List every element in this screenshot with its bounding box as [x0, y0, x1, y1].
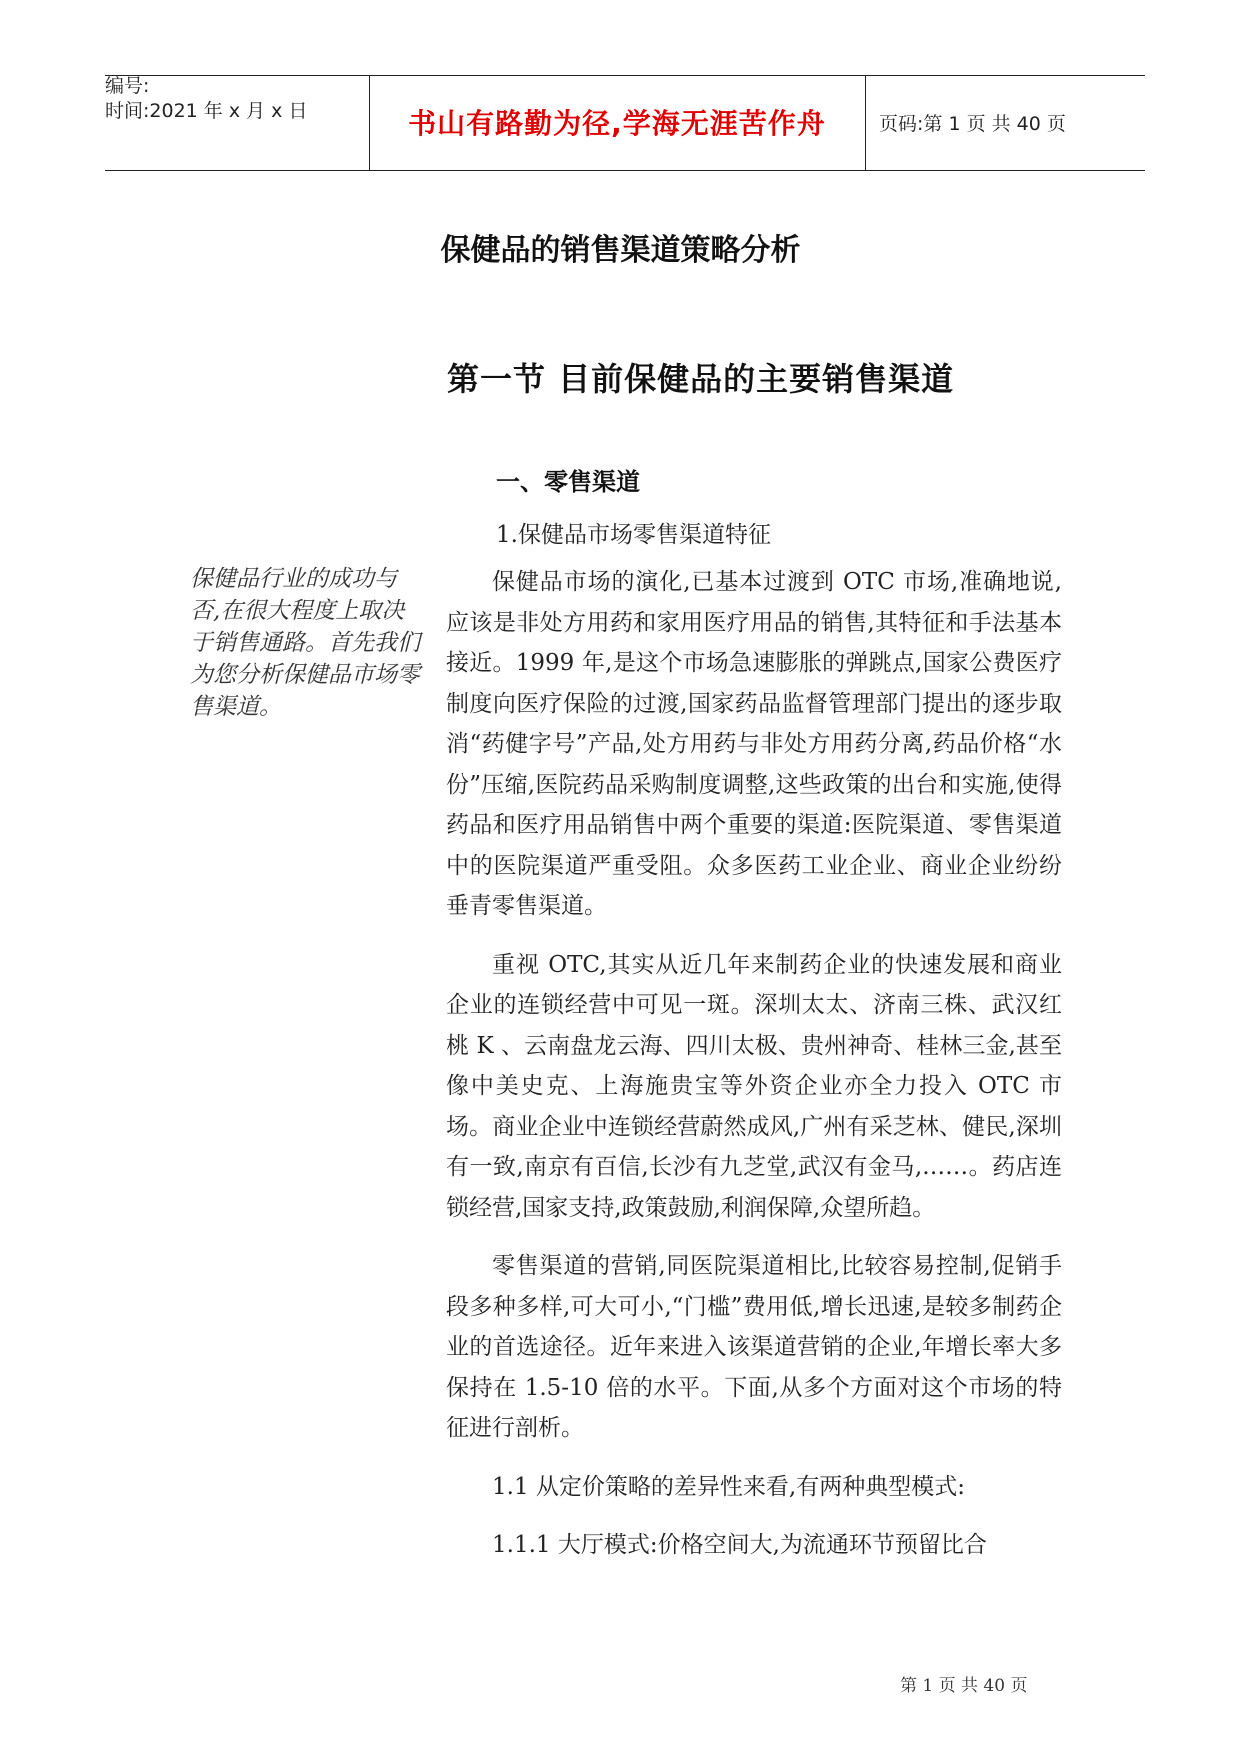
paragraph: 零售渠道的营销,同医院渠道相比,比较容易控制,促销手段多种多样,可大可小,“门槛”费用低,增长迅速,是较多制药企业的首选途径。近年来进入该渠道营销的企业,年增长率大多保持在 1.5-10 倍的水平。下面,从多个方面对这个市场的特征进行剖析。 — [446, 1253, 1062, 1441]
document-title: 保健品的销售渠道策略分析 — [440, 233, 801, 268]
header-table — [105, 75, 1145, 171]
subheading: 一、零售渠道 — [496, 468, 640, 496]
sidenote: 保健品行业的成功与否,在很大程度上取决于销售通路。首先我们为您分析保健品市场零售渠道。 — [190, 566, 420, 720]
subsection-heading: 1.保健品市场零售渠道特征 — [496, 522, 771, 548]
paragraph: 1.1.1 大厅模式:价格空间大,为流通环节预留比合 — [492, 1532, 987, 1558]
section-title: 第一节 目前保健品的主要销售渠道 — [447, 360, 955, 398]
paragraph: 重视 OTC,其实从近几年来制药企业的快速发展和商业企业的连锁经营中可见一斑。深圳太太、济南三株、武汉红桃 K 、云南盘龙云海、四川太极、贵州神奇、桂林三金,甚至像中美史克、上海施贵宝等外资企业亦全力投入 OTC 市场。商业企业中连锁经营蔚然成风,广州有采芝林、健民,深圳有一致,南京有百信,长沙有九芝堂,武汉有金马,……。药店连锁经营,国家支持,政策鼓励,利润保障,众望所趋。 — [446, 951, 1062, 1221]
header-motto-cell — [369, 76, 866, 170]
time-label: 时间:2021 年 x 月 x 日 — [105, 100, 308, 122]
header-meta-cell — [105, 76, 370, 170]
paragraph: 1.1 从定价策略的差异性来看,有两种典型模式: — [492, 1473, 965, 1500]
motto: 书山有路勤为径,学海无涯苦作舟 — [408, 107, 826, 140]
header-page-cell — [865, 76, 1145, 170]
serial-label: 编号: — [105, 75, 150, 97]
paragraph: 保健品市场的演化,已基本过渡到 OTC 市场,准确地说,应该是非处方用药和家用医疗用品的销售,其特征和手法基本接近。1999 年,是这个市场急速膨胀的弹跳点,国家公费医疗制度向医疗保险的过渡,国家药品监督管理部门提出的逐步取消“药健字号”产品,处方用药与非处方用药分离,药品价格“水份”压缩,医院药品采购制度调整,这些政策的出台和实施,使得药品和医疗用品销售中两个重要的渠道:医院渠道、零售渠道中的医院渠道严重受阻。众多医药工业企业、商业企业纷纷垂青零售渠道。 — [446, 569, 1062, 919]
body-text — [446, 562, 1062, 1584]
page-code: 页码:第 1 页 共 40 页 — [879, 113, 1066, 135]
page-footer: 第 1 页 共 40 页 — [900, 1676, 1028, 1696]
